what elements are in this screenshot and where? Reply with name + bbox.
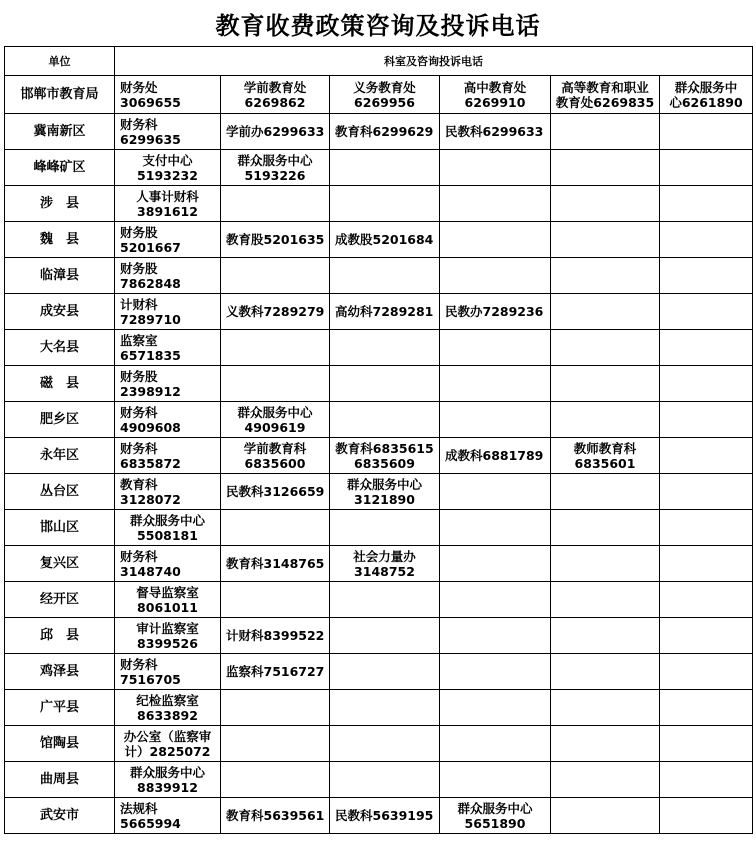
contact-cell: [330, 546, 440, 582]
contact-text: 高幼科7289281: [335, 304, 434, 319]
contact-cell: [115, 798, 221, 834]
header-row: [5, 47, 753, 76]
contact-cell: [115, 222, 221, 258]
contact-cell: [440, 402, 551, 438]
contact-text: 财务科7516705: [120, 656, 181, 687]
contact-cell: [551, 330, 660, 366]
contact-text: 社会力量办 3148752: [353, 548, 416, 579]
contact-cell: [440, 798, 551, 834]
contact-cell: [221, 798, 330, 834]
contact-cell: [660, 510, 753, 546]
contact-cell: [221, 654, 330, 690]
contact-text: 财务科6835872: [120, 440, 181, 471]
unit-cell: 冀南新区: [5, 114, 115, 150]
contact-cell: [660, 618, 753, 654]
contact-cell: [440, 330, 551, 366]
table-row: [5, 402, 753, 438]
contact-text: 高等教育和职业 教育处6269835: [555, 79, 655, 110]
contact-cell: [660, 654, 753, 690]
table-row: [5, 76, 753, 114]
contact-cell: [440, 438, 551, 474]
contact-cell: [660, 726, 753, 762]
contact-text: 高中教育处 6269910: [463, 79, 527, 110]
contact-cell: [221, 762, 330, 798]
contact-text: 群众服务中心 8839912: [129, 764, 205, 795]
unit-cell: 广平县: [5, 690, 115, 726]
contact-cell: [551, 546, 660, 582]
contact-cell: [221, 726, 330, 762]
contact-cell: [660, 762, 753, 798]
contact-text: 群众服务中心 5193226: [237, 152, 313, 183]
contact-text: 群众服务中心 5651890: [457, 800, 533, 831]
contact-table: [4, 46, 753, 834]
unit-cell: 邱 县: [5, 618, 115, 654]
contact-cell: [221, 258, 330, 294]
contact-text: 教育科6835615 6835609: [335, 440, 434, 471]
contact-cell: [551, 654, 660, 690]
table-row: [5, 366, 753, 402]
unit-cell: 邯郸市教育局: [5, 76, 115, 114]
contact-cell: [221, 186, 330, 222]
contact-cell: [330, 726, 440, 762]
contact-text: 成教股5201684: [335, 232, 434, 247]
contact-cell: [551, 762, 660, 798]
contact-cell: [330, 798, 440, 834]
contact-cell: [440, 114, 551, 150]
contact-text: 计财科7289710: [120, 296, 181, 327]
contact-cell: [115, 330, 221, 366]
contact-text: 教育科3128072: [120, 476, 181, 507]
contact-cell: [440, 294, 551, 330]
unit-cell: 魏 县: [5, 222, 115, 258]
contact-text: 学前教育科 6835600: [243, 440, 307, 471]
contact-cell: [440, 222, 551, 258]
contact-cell: [330, 654, 440, 690]
contact-cell: [115, 366, 221, 402]
table-row: [5, 186, 753, 222]
header-unit: 单位: [5, 47, 115, 76]
contact-text: 财务处3069655: [120, 79, 181, 110]
contact-cell: [115, 654, 221, 690]
contact-text: 教育科6299629: [335, 124, 434, 139]
contact-cell: [551, 438, 660, 474]
contact-cell: [221, 402, 330, 438]
contact-cell: [551, 510, 660, 546]
contact-cell: [330, 76, 440, 114]
table-row: [5, 798, 753, 834]
contact-text: 财务股2398912: [120, 368, 181, 399]
contact-text: 民教办7289236: [445, 304, 544, 319]
unit-cell: 邯山区: [5, 510, 115, 546]
contact-text: 监察科7516727: [226, 664, 325, 679]
contact-cell: [221, 150, 330, 186]
contact-text: 民教科5639195: [335, 808, 434, 823]
contact-text: 民教科6299633: [445, 124, 544, 139]
contact-cell: [660, 186, 753, 222]
table-row: [5, 618, 753, 654]
contact-cell: [115, 114, 221, 150]
contact-cell: [115, 76, 221, 114]
contact-cell: [330, 222, 440, 258]
contact-cell: [221, 546, 330, 582]
contact-text: 群众服务中心 3121890: [346, 476, 422, 507]
unit-cell: 大名县: [5, 330, 115, 366]
contact-cell: [551, 618, 660, 654]
contact-cell: [551, 294, 660, 330]
contact-text: 支付中心 5193232: [137, 152, 198, 183]
contact-cell: [660, 258, 753, 294]
contact-cell: [221, 222, 330, 258]
contact-cell: [660, 438, 753, 474]
table-row: [5, 726, 753, 762]
unit-cell: 曲周县: [5, 762, 115, 798]
contact-cell: [115, 294, 221, 330]
unit-cell: 峰峰矿区: [5, 150, 115, 186]
contact-cell: [660, 330, 753, 366]
contact-cell: [440, 582, 551, 618]
contact-cell: [551, 726, 660, 762]
unit-cell: 永年区: [5, 438, 115, 474]
contact-cell: [440, 690, 551, 726]
contact-cell: [660, 474, 753, 510]
table-row: [5, 294, 753, 330]
contact-cell: [330, 510, 440, 546]
contact-text: 计财科8399522: [226, 628, 325, 643]
contact-cell: [660, 546, 753, 582]
contact-text: 群众服务中 心6261890: [669, 79, 743, 110]
contact-cell: [440, 618, 551, 654]
contact-cell: [330, 294, 440, 330]
contact-cell: [115, 402, 221, 438]
contact-cell: [115, 150, 221, 186]
contact-text: 人事计财科 3891612: [136, 188, 199, 219]
unit-cell: 馆陶县: [5, 726, 115, 762]
contact-cell: [660, 690, 753, 726]
contact-cell: [330, 186, 440, 222]
contact-cell: [551, 150, 660, 186]
contact-cell: [221, 438, 330, 474]
contact-cell: [440, 150, 551, 186]
contact-cell: [115, 510, 221, 546]
contact-cell: [660, 76, 753, 114]
contact-cell: [551, 76, 660, 114]
table-row: [5, 690, 753, 726]
contact-cell: [221, 582, 330, 618]
contact-cell: [221, 76, 330, 114]
contact-text: 学前办6299633: [226, 124, 325, 139]
contact-cell: [440, 762, 551, 798]
contact-cell: [221, 330, 330, 366]
table-row: [5, 330, 753, 366]
contact-cell: [551, 258, 660, 294]
table-row: [5, 762, 753, 798]
contact-cell: [660, 294, 753, 330]
contact-cell: [660, 366, 753, 402]
contact-cell: [440, 510, 551, 546]
contact-cell: [551, 402, 660, 438]
unit-cell: 武安市: [5, 798, 115, 834]
contact-cell: [330, 690, 440, 726]
contact-cell: [115, 618, 221, 654]
contact-cell: [221, 618, 330, 654]
contact-cell: [440, 474, 551, 510]
contact-cell: [440, 546, 551, 582]
contact-cell: [330, 150, 440, 186]
unit-cell: 鸡泽县: [5, 654, 115, 690]
contact-cell: [440, 258, 551, 294]
table-row: [5, 150, 753, 186]
contact-cell: [115, 438, 221, 474]
contact-cell: [551, 222, 660, 258]
table-row: [5, 258, 753, 294]
contact-cell: [221, 366, 330, 402]
contact-cell: [221, 294, 330, 330]
table-row: [5, 654, 753, 690]
contact-cell: [115, 474, 221, 510]
unit-cell: 临漳县: [5, 258, 115, 294]
contact-text: 义务教育处 6269956: [353, 79, 416, 110]
page-title: 教育收费政策咨询及投诉电话: [215, 11, 541, 40]
contact-cell: [330, 762, 440, 798]
table-row: [5, 474, 753, 510]
contact-text: 督导监察室 8061011: [136, 584, 199, 615]
contact-text: 办公室（监察审 计）2825072: [123, 728, 212, 759]
contact-cell: [551, 798, 660, 834]
contact-cell: [330, 114, 440, 150]
contact-text: 纪检监察室 8633892: [136, 692, 199, 723]
contact-cell: [115, 726, 221, 762]
contact-cell: [115, 258, 221, 294]
contact-cell: [551, 114, 660, 150]
contact-cell: [115, 582, 221, 618]
contact-cell: [115, 186, 221, 222]
contact-cell: [660, 582, 753, 618]
contact-cell: [551, 582, 660, 618]
header-contacts: 科室及咨询投诉电话: [115, 47, 753, 76]
table-row: [5, 114, 753, 150]
contact-cell: [551, 690, 660, 726]
table-row: [5, 582, 753, 618]
contact-cell: [115, 546, 221, 582]
contact-cell: [440, 76, 551, 114]
contact-cell: [440, 726, 551, 762]
contact-cell: [660, 114, 753, 150]
contact-cell: [221, 510, 330, 546]
contact-text: 财务科3148740: [120, 548, 181, 579]
contact-cell: [551, 474, 660, 510]
contact-cell: [551, 366, 660, 402]
contact-cell: [330, 582, 440, 618]
contact-text: 教师教育科 6835601: [573, 440, 637, 471]
contact-text: 财务股5201667: [120, 224, 181, 255]
contact-cell: [330, 330, 440, 366]
table-row: [5, 438, 753, 474]
contact-cell: [221, 114, 330, 150]
contact-cell: [221, 474, 330, 510]
contact-text: 群众服务中心 5508181: [129, 512, 205, 543]
contact-text: 学前教育处 6269862: [243, 79, 307, 110]
contact-text: 财务科4909608: [120, 404, 181, 435]
contact-text: 监察室6571835: [120, 332, 181, 363]
contact-text: 教育科3148765: [226, 556, 325, 571]
contact-cell: [330, 366, 440, 402]
table-row: [5, 510, 753, 546]
contact-cell: [660, 222, 753, 258]
table-row: [5, 222, 753, 258]
contact-text: 财务股7862848: [120, 260, 181, 291]
contact-text: 成教科6881789: [445, 448, 544, 463]
contact-text: 民教科3126659: [226, 484, 325, 499]
contact-cell: [330, 474, 440, 510]
contact-cell: [660, 798, 753, 834]
contact-cell: [221, 690, 330, 726]
unit-cell: 丛台区: [5, 474, 115, 510]
contact-cell: [330, 402, 440, 438]
contact-cell: [551, 186, 660, 222]
contact-text: 义教科7289279: [226, 304, 325, 319]
unit-cell: 经开区: [5, 582, 115, 618]
contact-cell: [115, 762, 221, 798]
contact-cell: [330, 618, 440, 654]
contact-text: 教育科5639561: [226, 808, 325, 823]
contact-cell: [115, 690, 221, 726]
table-row: [5, 546, 753, 582]
contact-cell: [440, 366, 551, 402]
contact-text: 法规科5665994: [120, 800, 181, 831]
contact-text: 财务科6299635: [120, 116, 181, 147]
contact-text: 教育股5201635: [226, 232, 325, 247]
unit-cell: 磁 县: [5, 366, 115, 402]
contact-cell: [660, 150, 753, 186]
contact-cell: [660, 402, 753, 438]
contact-cell: [330, 438, 440, 474]
contact-cell: [440, 186, 551, 222]
unit-cell: 肥乡区: [5, 402, 115, 438]
contact-text: 群众服务中心 4909619: [237, 404, 313, 435]
unit-cell: 复兴区: [5, 546, 115, 582]
unit-cell: 成安县: [5, 294, 115, 330]
contact-cell: [440, 654, 551, 690]
contact-text: 审计监察室 8399526: [136, 620, 199, 651]
unit-cell: 涉 县: [5, 186, 115, 222]
contact-cell: [330, 258, 440, 294]
